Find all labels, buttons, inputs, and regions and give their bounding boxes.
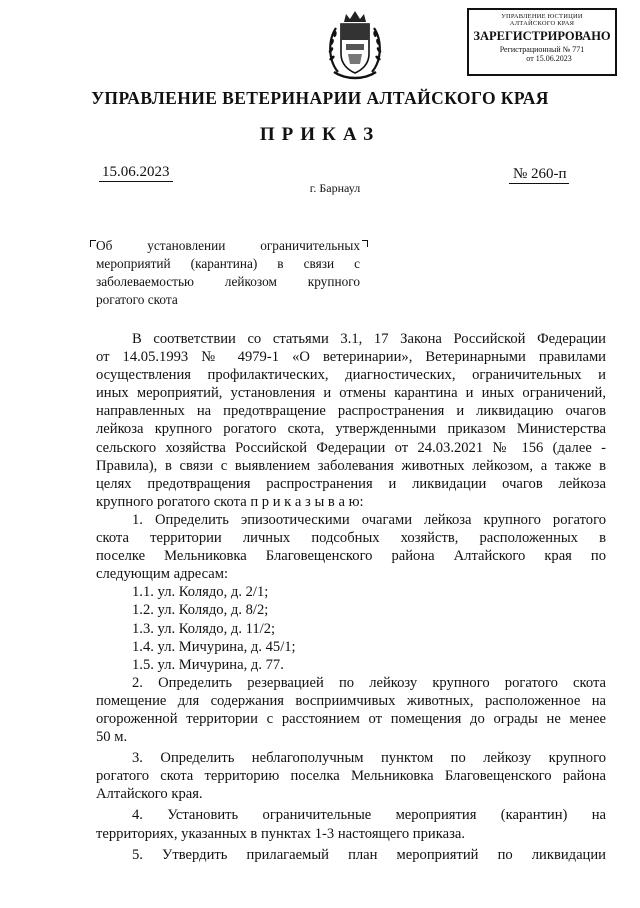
- body-line: помещение для содержания восприимчивых животных, расположенное на: [96, 692, 606, 709]
- body-line: иных мероприятий, установления и отмены карантина и иных ограничений,: [96, 385, 606, 402]
- body-line: 1. Определить эпизоотическими очагами лейкоза крупного рогатого: [132, 511, 606, 528]
- subject-line: Об установлении ограничительных: [96, 238, 360, 253]
- address-item: 1.1. ул. Колядо, д. 2/1;: [132, 584, 269, 601]
- address-item: 1.5. ул. Мичурина, д. 77.: [132, 656, 284, 673]
- body-line: лейкоза крупного рогатого скота, утвержденными приказом Министерства: [96, 421, 606, 438]
- body-line: Алтайского края.: [96, 786, 203, 803]
- body-line: следующим адресам:: [96, 566, 229, 583]
- item-5-paragraph: [96, 846, 606, 864]
- address-list: [96, 583, 606, 673]
- address-item: 1.2. ул. Колядо, д. 8/2;: [132, 602, 269, 619]
- body-line: сельского хозяйства Российской Федерации от 24.03.2021 № 156 (далее -: [96, 439, 606, 456]
- address-item: 1.3. ул. Колядо, д. 11/2;: [132, 620, 276, 637]
- subject-line: рогатого скота: [96, 292, 178, 308]
- body-line: от 14.05.1993 № 4979-1 «О ветеринарии», Ветеринарными правилами: [96, 349, 606, 366]
- body-line: 3. Определить неблагополучным пунктом по лейкозу крупного: [132, 750, 606, 767]
- coat-of-arms-emblem: [326, 8, 384, 82]
- body-line: осуществления профилактических, диагностических, ограничительных и: [96, 367, 606, 384]
- stamp-reg-date: от 15.06.2023: [526, 54, 572, 63]
- subject-line: мероприятий (карантина) в связи с: [96, 256, 360, 272]
- corner-bracket-left: [90, 240, 96, 247]
- body-line: целях предотвращения распространения и ликвидации очагов лейкоза: [96, 475, 606, 492]
- preamble-paragraph: [96, 330, 606, 511]
- body-line: огороженной территории с расстоянием от помещения до ограды не менее: [96, 710, 606, 727]
- order-number: № 260-п: [509, 166, 569, 184]
- document-type: ПРИКАЗ: [259, 124, 381, 145]
- address-item: 1.4. ул. Мичурина, д. 45/1;: [132, 638, 296, 655]
- body-line: 50 м.: [96, 729, 128, 746]
- body-line: 5. Утвердить прилагаемый план мероприятий по ликвидации: [132, 846, 606, 863]
- item-1-paragraph: [96, 511, 606, 583]
- body-line: 4. Установить ограничительные мероприятия (карантин) на: [132, 807, 606, 824]
- body-line: направленных на предотвращение распространения и ликвидацию очагов: [96, 403, 606, 420]
- body-line: В соответствии со статьями 3.1, 17 Закона Российской Федерации: [132, 331, 606, 347]
- city-line: г. Барнаул: [309, 181, 361, 195]
- item-4-paragraph: [96, 806, 606, 842]
- body-line: Правила), в связи с выявлением заболевания животных лейкозом, а также в: [96, 457, 606, 474]
- body-line: скота территории личных подсобных хозяйств, расположенных в: [96, 530, 606, 547]
- body-line: 2. Определить резервацией по лейкозу крупного рогатого скота: [132, 674, 606, 691]
- item-2-paragraph: [96, 674, 606, 746]
- stamp-authority-line2: АЛТАЙСКОГО КРАЯ: [509, 20, 575, 27]
- stamp-status: ЗАРЕГИСТРИРОВАНО: [473, 29, 611, 43]
- corner-bracket-right: [362, 240, 368, 247]
- item-3-paragraph: [96, 749, 606, 803]
- body-line: территориях, указанных в пунктах 1-3 настоящего приказа.: [96, 825, 465, 842]
- agency-title: УПРАВЛЕНИЕ ВЕТЕРИНАРИИ АЛТАЙСКОГО КРАЯ: [91, 88, 549, 108]
- body-line: поселке Мельниковка Благовещенского района Алтайского края по: [96, 548, 606, 565]
- registration-stamp: [467, 8, 617, 76]
- stamp-reg-number: Регистрационный № 771: [499, 45, 585, 54]
- order-body: [96, 330, 606, 864]
- body-line: рогатого скота территорию поселка Мельниковка Благовещенского района: [96, 768, 606, 785]
- order-date: 15.06.2023: [99, 164, 173, 182]
- order-subject: [96, 238, 360, 310]
- subject-line: заболеваемостью лейкозом крупного: [96, 274, 360, 290]
- stamp-authority-line1: УПРАВЛЕНИЕ ЮСТИЦИИ: [501, 13, 583, 20]
- body-line: крупного рогатого скота п р и к а з ы в а ю:: [96, 493, 364, 510]
